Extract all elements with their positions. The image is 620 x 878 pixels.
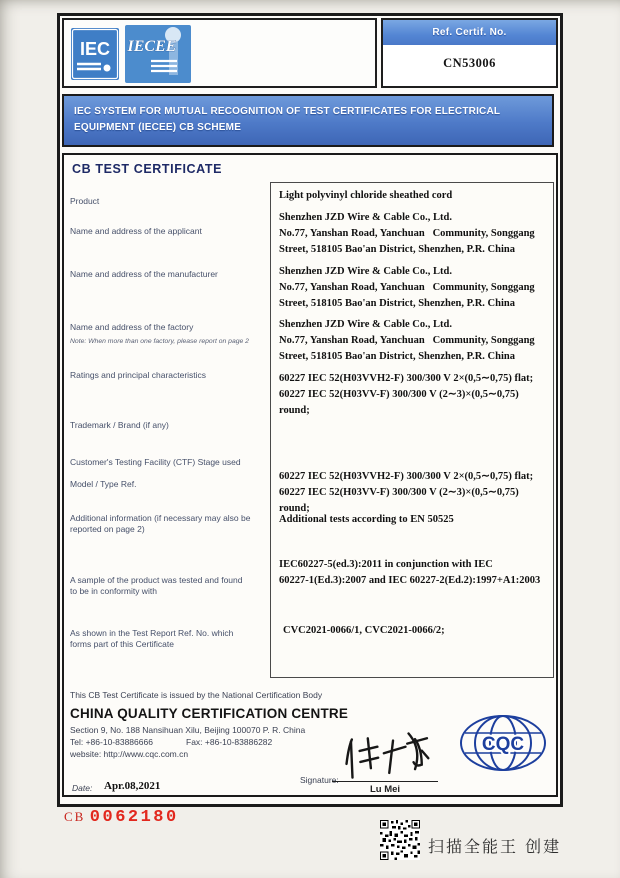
qr-code [380, 820, 420, 860]
signatory-name: Lu Mei [369, 784, 401, 795]
label-model: Model / Type Ref. [70, 479, 137, 489]
values-box [270, 182, 554, 678]
logos-box [62, 18, 377, 88]
value-applicant: Shenzhen JZD Wire & Cable Co., Ltd. No.77, Yanshan Road, Yanchuan Community, Songgang Street, 518105 Bao'an District, Shenzhen, P.R. China [279, 212, 535, 255]
signature-label: Signature: [300, 775, 339, 785]
label-ctf: Customer's Testing Facility (CTF) Stage used [70, 457, 241, 467]
date-value: Apr.08,2021 [104, 780, 161, 792]
value-conformity: IEC60227-5(ed.3):2011 in conjunction with IEC 60227-1(Ed.3):2007 and IEC 60227-2(Ed.2):1997+A1:2003 [279, 559, 541, 586]
factory-note: Note: When more than one factory, please report on page 2 [70, 338, 249, 345]
iec-logo-icon [71, 28, 119, 80]
cb-serial-stamp [64, 808, 179, 827]
ncb-fax: Fax: +86-10-83886282 [186, 737, 273, 747]
issued-note: This CB Test Certificate is issued by the National Certification Body [70, 690, 323, 700]
label-conformity: A sample of the product was tested and found to be in conformity with [70, 575, 243, 597]
handwritten-signature [332, 727, 444, 783]
ncb-address: Section 9, No. 188 Nansihuan Xilu, Beijing 100070 P. R. China [70, 725, 306, 735]
label-trademark: Trademark / Brand (if any) [70, 420, 169, 430]
label-factory: Name and address of the factory [70, 322, 194, 332]
value-model: 60227 IEC 52(H03VVH2-F) 300/300 V 2×(0,5∼0,75) flat; 60227 IEC 52(H03VV-F) 300/300 V (2∼3)×(0,5∼0,75) round; [279, 471, 534, 514]
value-test-report: CVC2021-0066/1, CVC2021-0066/2; [283, 625, 445, 636]
value-product: Light polyvinyl chloride sheathed cord [279, 190, 453, 201]
value-additional: Additional tests according to EN 50525 [279, 514, 454, 525]
label-applicant: Name and address of the applicant [70, 226, 202, 236]
ncb-tel: Tel: +86-10-83886666 [70, 737, 153, 747]
ref-certif-number: CN53006 [443, 56, 496, 70]
svg-text:CQC: CQC [481, 734, 525, 755]
value-manufacturer: Shenzhen JZD Wire & Cable Co., Ltd. No.77, Yanshan Road, Yanchuan Community, Songgang Street, 518105 Bao'an District, Shenzhen, P.R. China [279, 266, 535, 309]
value-factory: Shenzhen JZD Wire & Cable Co., Ltd. No.77, Yanshan Road, Yanchuan Community, Songgang Street, 518105 Bao'an District, Shenzhen, P.R. China [279, 319, 535, 362]
scheme-banner: IEC SYSTEM FOR MUTUAL RECOGNITION OF TEST CERTIFICATES FOR ELECTRICAL EQUIPMENT (IECEE) CB SCHEME [62, 94, 554, 147]
ref-certif-label: Ref. Certif. No. [383, 20, 556, 45]
value-ratings: 60227 IEC 52(H03VVH2-F) 300/300 V 2×(0,5∼0,75) flat; 60227 IEC 52(H03VV-F) 300/300 V (2∼3)×(0,5∼0,75) round; [279, 373, 534, 416]
cqc-logo-icon [456, 711, 550, 775]
label-product: Product [70, 196, 100, 206]
label-ratings: Ratings and principal characteristics [70, 370, 207, 380]
label-manufacturer: Name and address of the manufacturer [70, 269, 218, 279]
ncb-website: website: http://www.cqc.com.cn [70, 749, 189, 759]
cb-number: 0062180 [89, 808, 179, 827]
iecee-logo-icon [125, 25, 191, 83]
date-label: Date: [72, 783, 93, 793]
certificate-body [62, 153, 558, 797]
certificate-title: CB TEST CERTIFICATE [72, 162, 223, 176]
label-test-report: As shown in the Test Report Ref. No. which forms part of this Certificate [70, 628, 234, 650]
svg-text:IEC: IEC [79, 39, 111, 59]
ref-certif-box [381, 18, 558, 88]
ncb-name: CHINA QUALITY CERTIFICATION CENTRE [70, 706, 349, 721]
svg-text:IECEE: IECEE [127, 38, 177, 55]
cb-prefix: CB [64, 809, 86, 824]
signature-line [332, 781, 438, 782]
label-additional: Additional information (if necessary may also be reported on page 2) [70, 513, 251, 535]
scanner-watermark: 扫描全能王 创建 [428, 837, 562, 856]
